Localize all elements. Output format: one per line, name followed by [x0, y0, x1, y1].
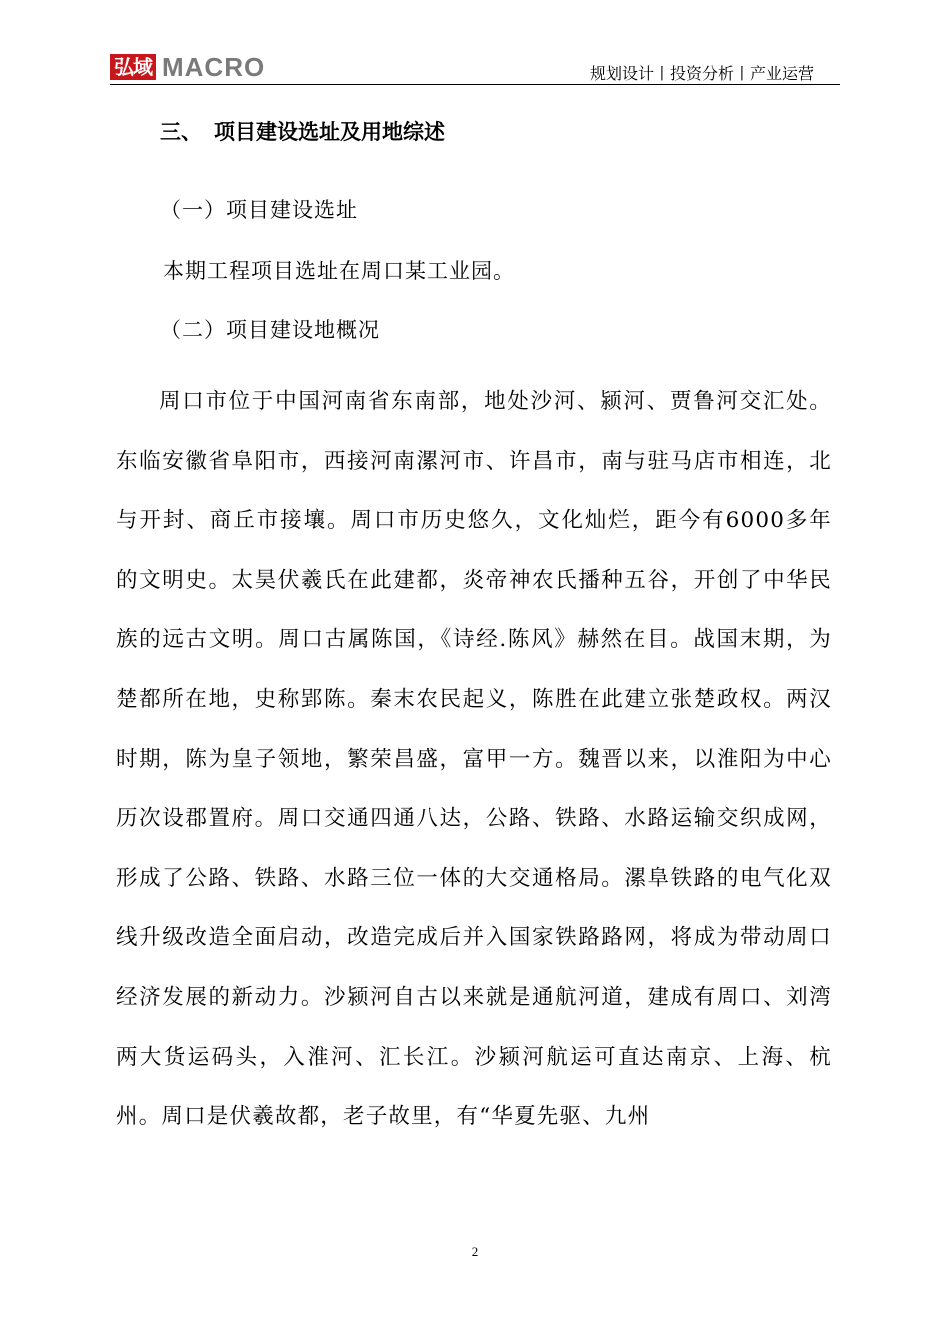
header-tagline: 规划设计丨投资分析丨产业运营 — [589, 64, 814, 83]
section-title-text: 项目建设选址及用地综述 — [214, 120, 445, 144]
header-divider — [110, 84, 840, 85]
section-number: 三、 — [160, 120, 202, 144]
logo-wordmark: MACRO — [162, 52, 266, 82]
company-logo — [110, 52, 265, 82]
subsection-body-1: 本期工程项目选址在周口某工业园。 — [163, 259, 515, 283]
section-heading — [160, 118, 445, 146]
page-number: 2 — [471, 1244, 479, 1259]
subsection-heading-2: （二）项目建设地概况 — [160, 318, 380, 342]
body-paragraph: 周口市位于中国河南省东南部，地处沙河、颍河、贾鲁河交汇处。东临安徽省阜阳市，西接河南漯河市、许昌市，南与驻马店市相连，北与开封、商丘市接壤。周口市历史悠久，文化灿烂，距今有6000多年的文明史。太昊伏羲氏在此建都，炎帝神农氏播种五谷，开创了中华民族的远古文明。周口古属陈国，《诗经.陈风》赫然在目。战国末期，为楚都所在地，史称郢陈。秦末农民起义，陈胜在此建立张楚政权。两汉时期，陈为皇子领地，繁荣昌盛，富甲一方。魏晋以来，以淮阳为中心历次设郡置府。周口交通四通八达，公路、铁路、水路运输交织成网，形成了公路、铁路、水路三位一体的大交通格局。漯阜铁路的电气化双线升级改造全面启动，改造完成后并入国家铁路路网，将成为带动周口经济发展的新动力。沙颍河自古以来就是通航河道，建成有周口、刘湾两大货运码头，入淮河、汇长江。沙颍河航运可直达南京、上海、杭州。周口是伏羲故都，老子故里，有“华夏先驱、九州 — [116, 389, 832, 1130]
subsection-heading-1: （一）项目建设选址 — [160, 198, 358, 222]
logo-mark: 弘域 — [110, 54, 156, 80]
